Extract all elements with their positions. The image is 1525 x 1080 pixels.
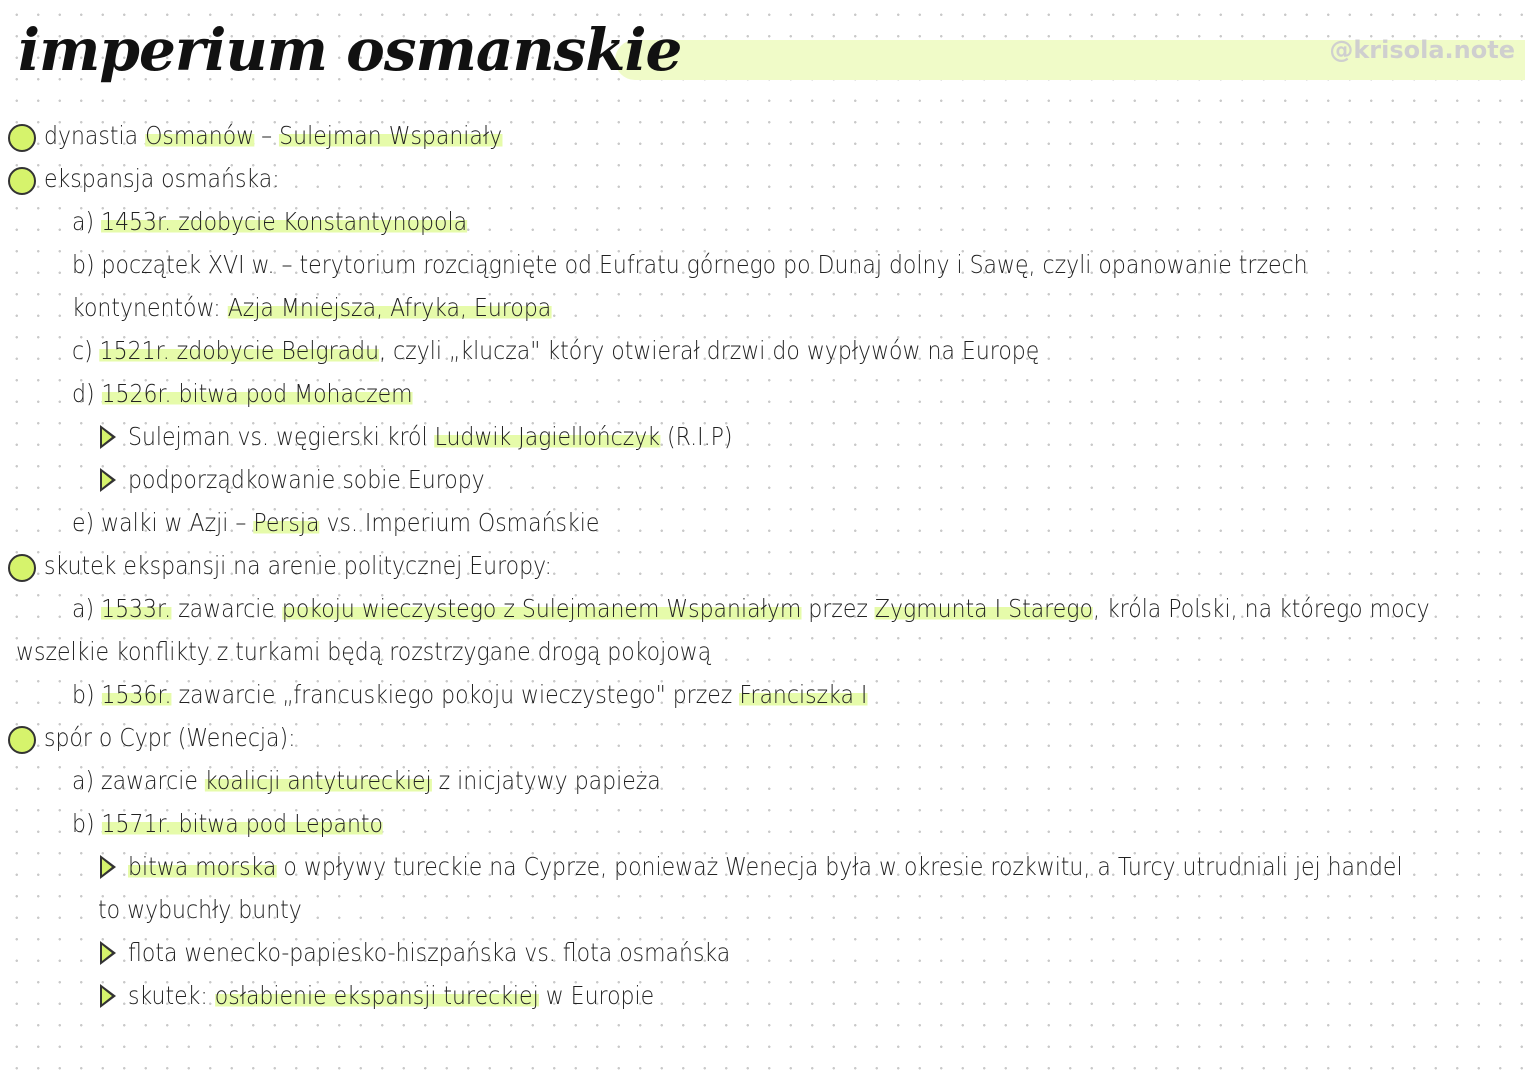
note-line xyxy=(72,675,867,715)
note-text: a) zawarcie xyxy=(72,766,205,795)
highlighted-text: Osmanów xyxy=(145,121,255,150)
bullet-circle-icon xyxy=(8,124,36,152)
note-text: dynastia xyxy=(44,121,146,150)
note-line xyxy=(128,460,485,500)
highlighted-text: koalicji antytureckiej xyxy=(204,766,432,795)
note-line xyxy=(128,847,1403,887)
note-line xyxy=(128,417,732,457)
note-line xyxy=(72,245,1308,285)
note-text: zawarcie „francuskiego pokoju wieczystego" przez xyxy=(171,680,740,709)
note-text: kontynentów: xyxy=(72,293,228,322)
note-text: flota wenecko-papiesko-hiszpańska vs. flota osmańska xyxy=(128,938,731,967)
highlighted-text: pokoju wieczystego z Sulejmanem Wspaniałym xyxy=(281,594,802,623)
note-text: z inicjatywy papieża xyxy=(431,766,661,795)
note-text: a) xyxy=(72,594,102,623)
highlighted-text: 1533r. xyxy=(101,594,172,623)
note-text: b) xyxy=(72,680,102,709)
note-line xyxy=(16,632,711,672)
note-text: – xyxy=(254,121,280,150)
note-line xyxy=(44,116,502,156)
bullet-circle-icon xyxy=(8,167,36,195)
note-text: b) początek XVI w. – terytorium rozciągnięte od Eufratu górnego po Dunaj dolny i Sawę, czyli opanowanie trzech xyxy=(72,250,1308,279)
note-text: skutek: xyxy=(128,981,215,1010)
note-line xyxy=(72,804,383,844)
highlighted-text: Ludwik Jagiellończyk xyxy=(434,422,661,451)
arrow-bullet-icon xyxy=(100,855,116,879)
highlighted-text: 1571r. bitwa pod Lepanto xyxy=(101,809,383,838)
note-text: podporządkowanie sobie Europy xyxy=(128,465,485,494)
note-text: b) xyxy=(72,809,102,838)
page-title: imperium osmanskie xyxy=(18,16,682,84)
note-text: skutek ekspansji na arenie politycznej Europy: xyxy=(44,551,552,580)
highlighted-text: osłabienie ekspansji tureckiej xyxy=(214,981,539,1010)
highlighted-text: 1536r. xyxy=(101,680,172,709)
highlighted-text: bitwa morska xyxy=(128,852,277,881)
note-line xyxy=(98,890,302,930)
note-text: to wybuchły bunty xyxy=(98,895,302,924)
note-text: c) xyxy=(72,336,100,365)
note-line xyxy=(72,374,413,414)
highlighted-text: 1526r. bitwa pod Mohaczem xyxy=(101,379,413,408)
note-text: wszelkie konflikty z turkami będą rozstrzygane drogą pokojową xyxy=(16,637,712,666)
arrow-bullet-icon xyxy=(100,941,116,965)
note-line xyxy=(72,589,1430,629)
note-text: spór o Cypr (Wenecja): xyxy=(44,723,296,752)
highlighted-text: 1521r. zdobycie Belgradu xyxy=(99,336,380,365)
note-line xyxy=(72,761,661,801)
arrow-bullet-icon xyxy=(100,984,116,1008)
highlighted-text: Sulejman Wspaniały xyxy=(279,121,503,150)
bullet-circle-icon xyxy=(8,726,36,754)
highlighted-text: Azja Mniejsza, Afryka, Europa xyxy=(227,293,552,322)
note-text: o wpływy tureckie na Cyprze, ponieważ Wenecja była w okresie rozkwitu, a Turcy utrudniali jej handel xyxy=(276,852,1403,881)
note-text: vs. Imperium Osmańskie xyxy=(319,508,600,537)
arrow-bullet-icon xyxy=(100,468,116,492)
highlighted-text: Zygmunta I Starego xyxy=(874,594,1093,623)
note-text: e) walki w Azji – xyxy=(72,508,254,537)
note-text: Sulejman vs. węgierski król xyxy=(128,422,435,451)
note-line xyxy=(72,288,551,328)
highlighted-text: Franciszka I xyxy=(739,680,868,709)
highlighted-text: 1453r. zdobycie Konstantynopola xyxy=(101,207,468,236)
highlighted-text: Persja xyxy=(253,508,320,537)
note-text: a) xyxy=(72,207,102,236)
arrow-bullet-icon xyxy=(100,425,116,449)
note-text: , czyli „klucza" który otwierał drzwi do wypływów na Europę xyxy=(379,336,1040,365)
note-text: d) xyxy=(72,379,102,408)
note-line xyxy=(72,331,1039,371)
note-line xyxy=(72,202,467,242)
note-text: w Europie xyxy=(538,981,655,1010)
note-line xyxy=(128,933,730,973)
note-line xyxy=(72,503,599,543)
note-text: zawarcie xyxy=(171,594,282,623)
note-line xyxy=(128,976,654,1016)
note-line xyxy=(44,718,296,758)
note-text: , króla Polski, na którego mocy xyxy=(1092,594,1430,623)
note-line xyxy=(44,546,552,586)
watermark: @krisola.note xyxy=(1329,36,1515,64)
note-text: (R.I.P) xyxy=(660,422,733,451)
bullet-circle-icon xyxy=(8,554,36,582)
note-text: ekspansja osmańska: xyxy=(44,164,280,193)
note-line xyxy=(44,159,280,199)
note-text: przez xyxy=(801,594,875,623)
